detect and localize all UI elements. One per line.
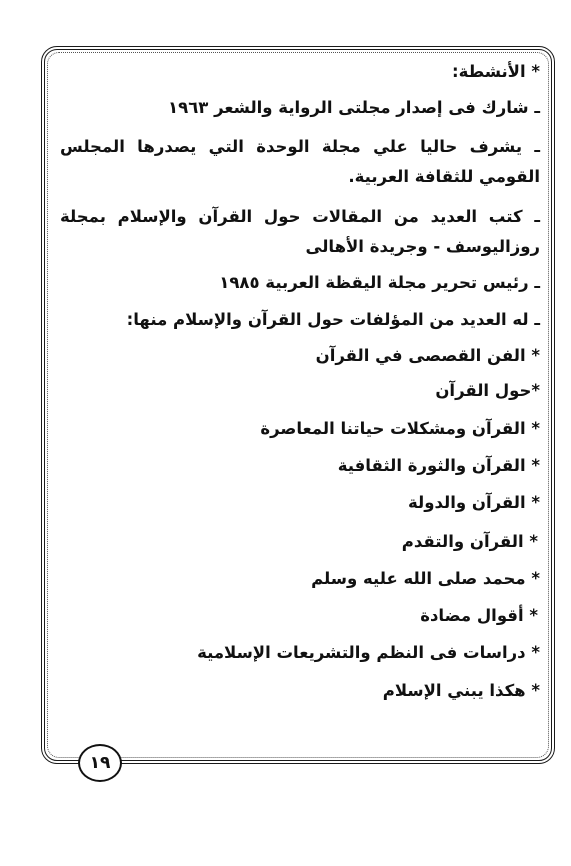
list-item: * القرآن ومشكلات حياتنا المعاصرة: [260, 419, 540, 438]
text-line: ـ يشرف حاليا علي مجلة الوحدة التي يصدرها المجلس القومي للثقافة العربية.: [60, 137, 540, 186]
list-item: * القرآن والثورة الثقافية: [337, 456, 540, 475]
text-line: ـ له العديد من المؤلفات حول القرآن والإسلام منها:: [126, 310, 540, 329]
text-line: ـ كتب العديد من المقالات حول القرآن والإسلام بمجلة روزاليوسف - وجريدة الأهالى: [60, 207, 540, 256]
list-item: * القرآن والدولة: [408, 493, 540, 512]
list-item: * القرآن والتقدم: [401, 532, 538, 551]
list-item: * الفن القصصى في القرآن: [315, 346, 540, 365]
section-heading: * الأنشطة:: [452, 62, 540, 81]
list-item: * أقوال مضادة: [420, 606, 538, 625]
list-item: * دراسات فى النظم والتشريعات الإسلامية: [197, 643, 540, 662]
text-line: ـ شارك فى إصدار مجلتى الرواية والشعر ١٩٦٣: [168, 98, 540, 117]
list-item: *حول القرآن: [435, 381, 540, 400]
list-item: * هكذا يبني الإسلام: [382, 681, 540, 700]
page-number: ١٩: [78, 744, 122, 782]
list-item: * محمد صلى الله عليه وسلم: [311, 569, 540, 588]
text-line: ـ رئيس تحرير مجلة اليقظة العربية ١٩٨٥: [219, 273, 540, 292]
